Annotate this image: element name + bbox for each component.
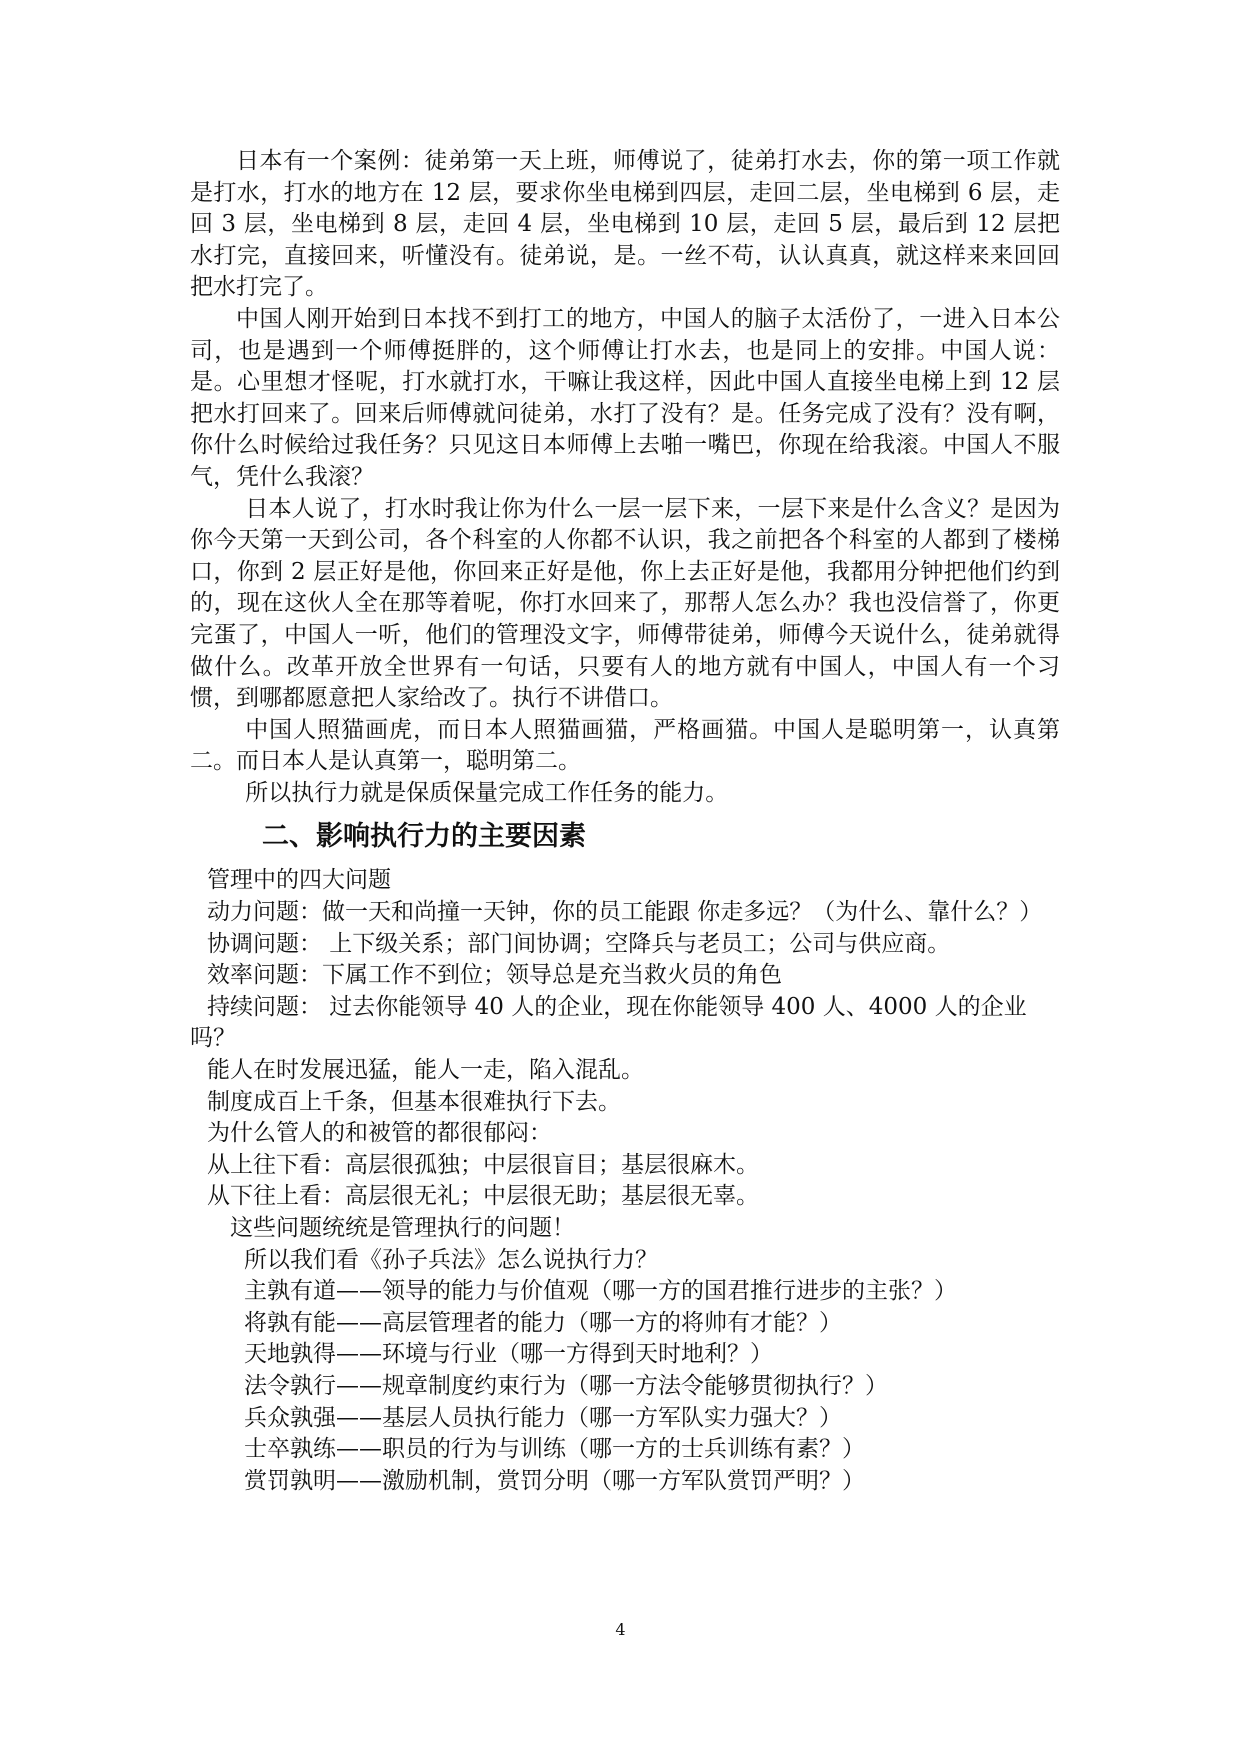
list-item: 制度成百上千条，但基本很难执行下去。: [207, 1088, 621, 1115]
paragraph-japanese-explanation: 日本人说了，打水时我让你为什么一层一层下来，一层下来是什么含义？是因为你今天第一天到公司，各个科室的人你都不认识，我之前把各个科室的人都到了楼梯口，你到 2 层正好是他，你回来正好是他，你上去正好是他，我都用分钟把他们约到的，现在这伙人全在那等着呢，你打水回来了，那帮人怎么办？我也没信誉了，你更完蛋了，中国人一听，他们的管理没文字，师傅带徒弟，师傅今天说什么，徒弟就得做什么。改革开放全世界有一句话，只要有人的地方就有中国人，中国人有一个习惯，到哪都愿意把人家给改了。执行不讲借口。: [190, 495, 1060, 712]
list-item: 协调问题： 上下级关系；部门间协调；空降兵与老员工；公司与供应商。: [207, 930, 951, 957]
sunzi-intro: 所以我们看《孙子兵法》怎么说执行力？: [244, 1246, 658, 1273]
list-item: 为什么管人的和被管的都很郁闷：: [207, 1120, 552, 1147]
list-item: 效率问题：下属工作不到位；领导总是充当救火员的角色: [207, 962, 782, 989]
sunzi-item: 将孰有能——高层管理者的能力（哪一方的将帅有才能？）: [244, 1309, 842, 1336]
document-body: [190, 146, 1060, 1497]
page-number: 4: [615, 1620, 626, 1639]
paragraph-chinese-worker: 中国人刚开始到日本找不到打工的地方，中国人的脑子太活份了，一进入日本公司，也是遇到一个师傅挺胖的，这个师傅让打水去，也是同上的安排。中国人说：是。心里想才怪呢，打水就打水，干嘛让我这样，因此中国人直接坐电梯上到 12 层把水打回来了。回来后师傅就问徒弟，水打了没有？是。任务完成了没有？没有啊，你什么时候给过我任务？只见这日本师傅上去啪一嘴巴，你现在给我滚。中国人不服气，凭什么我滚？: [190, 305, 1060, 490]
list-item: 从下往上看：高层很无礼；中层很无助；基层很无辜。: [207, 1183, 759, 1210]
paragraph-japan-case: 日本有一个案例：徒弟第一天上班，师傅说了，徒弟打水去，你的第一项工作就是打水，打水的地方在 12 层，要求你坐电梯到四层，走回二层，坐电梯到 6 层，走回 3 层，坐电梯到 8 层，走回 4 层，坐电梯到 10 层，走回 5 层，最后到 12 层把水打完，直接回来，听懂没有。徒弟说，是。一丝不苟，认认真真，就这样来来回回把水打完了。: [190, 148, 1060, 301]
list-item: 持续问题： 过去你能领导 40 人的企业，现在你能领导 400 人、4000 人的企业吗？: [190, 993, 1027, 1052]
sunzi-item: 赏罚孰明——激励机制，赏罚分明（哪一方军队赏罚严明？）: [244, 1467, 865, 1494]
sunzi-item: 主孰有道——领导的能力与价值观（哪一方的国君推行进步的主张？）: [244, 1278, 957, 1305]
list-item: 管理中的四大问题: [207, 867, 391, 894]
paragraph-execution-definition: 所以执行力就是保质保量完成工作任务的能力。: [245, 779, 729, 806]
section-heading: 二、影响执行力的主要因素: [262, 821, 586, 853]
summary-line: 这些问题统统是管理执行的问题！: [230, 1215, 575, 1241]
list-item: 动力问题：做一天和尚撞一天钟，你的员工能跟 你走多远？（为什么、靠什么？）: [207, 899, 1043, 926]
list-item: 从上往下看：高层很孤独；中层很盲目；基层很麻木。: [207, 1151, 759, 1178]
sunzi-item: 法令孰行——规章制度约束行为（哪一方法令能够贯彻执行？）: [244, 1372, 888, 1399]
sunzi-item: 天地孰得——环境与行业（哪一方得到天时地利？）: [244, 1341, 773, 1368]
list-item: 能人在时发展迅猛，能人一走，陷入混乱。: [207, 1057, 644, 1084]
paragraph-cat-tiger: 中国人照猫画虎，而日本人照猫画猫，严格画猫。中国人是聪明第一，认真第二。而日本人是认真第一，聪明第二。: [190, 716, 1060, 775]
problem-list: [190, 865, 1060, 1497]
sunzi-item: 士卒孰练——职员的行为与训练（哪一方的士兵训练有素？）: [244, 1436, 865, 1463]
sunzi-item: 兵众孰强——基层人员执行能力（哪一方军队实力强大？）: [244, 1404, 842, 1431]
